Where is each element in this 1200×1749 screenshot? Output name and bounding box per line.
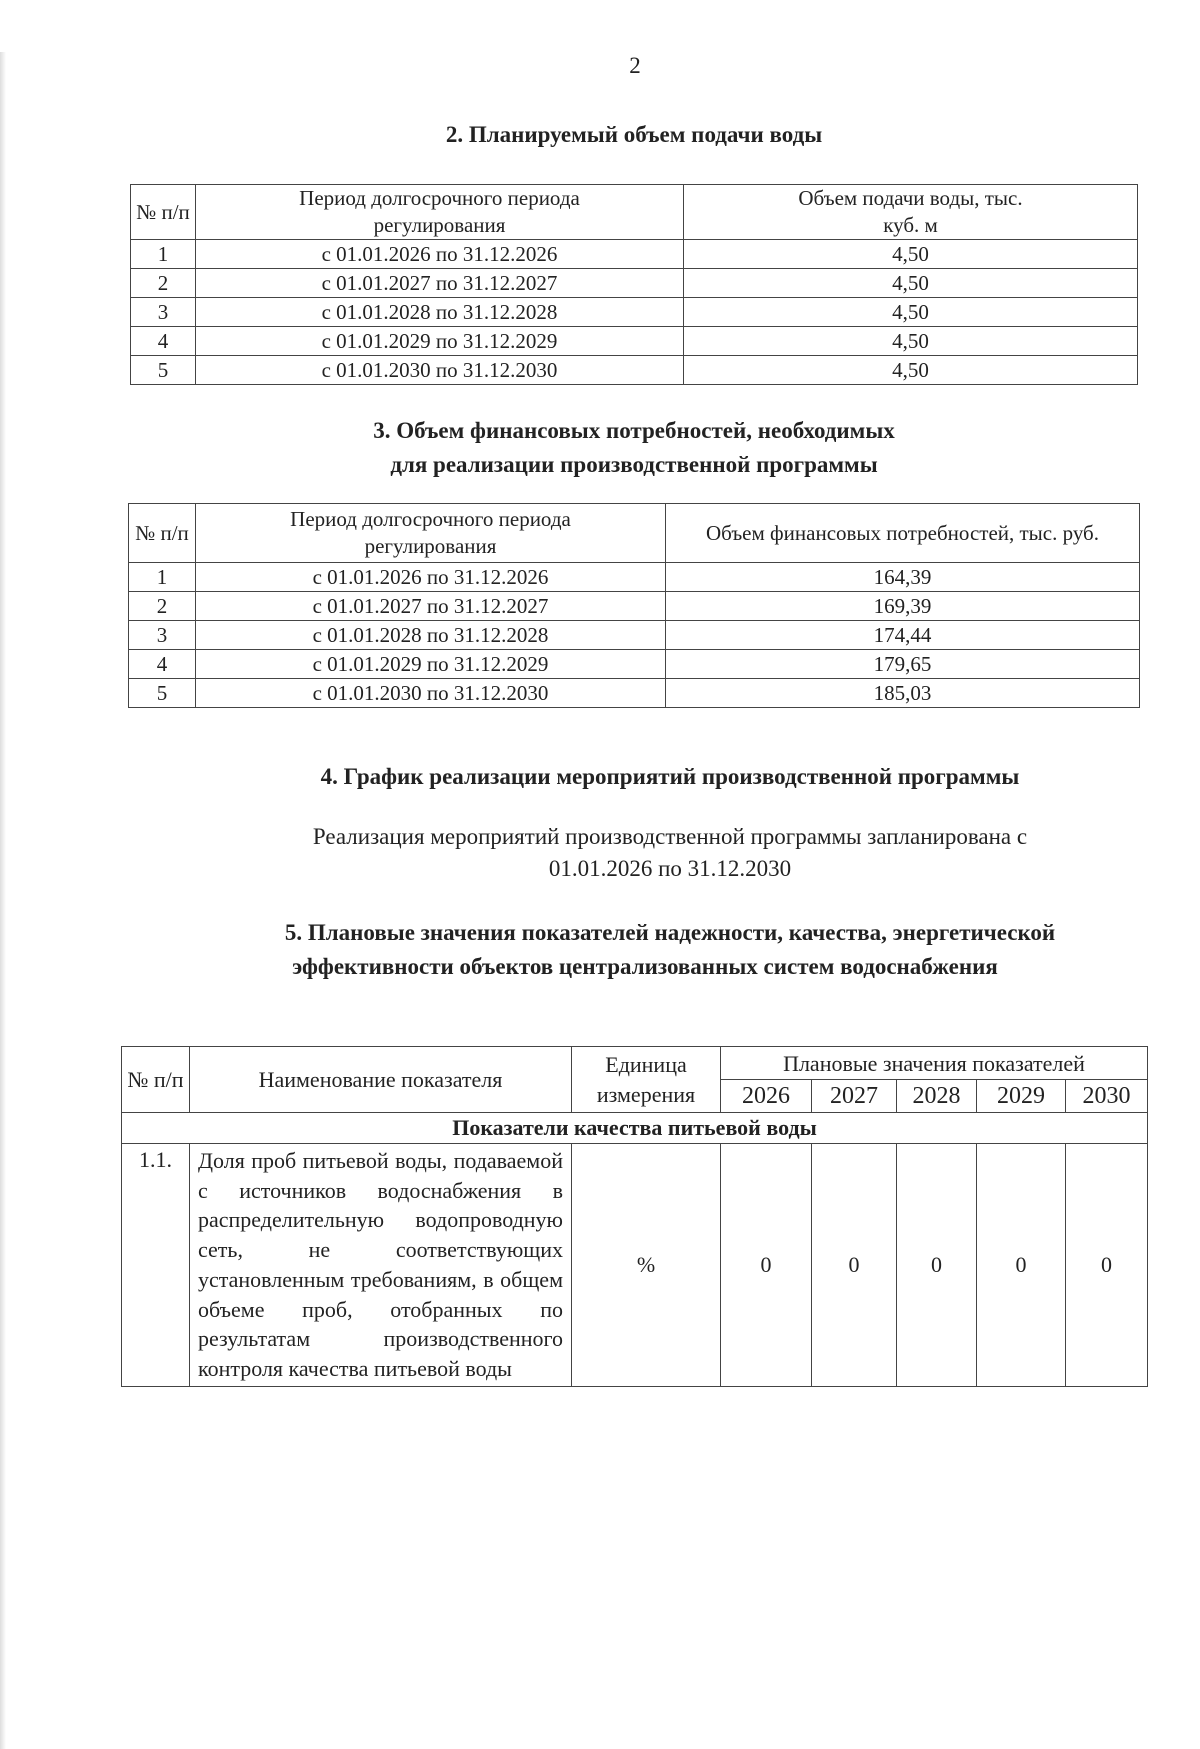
cell-period: с 01.01.2029 по 31.12.2029 (196, 650, 666, 679)
cell-period: с 01.01.2030 по 31.12.2030 (196, 356, 684, 385)
group-row (122, 1113, 1148, 1144)
table-row (131, 240, 1138, 269)
cell-num: 2 (131, 269, 196, 298)
cell-period: с 01.01.2028 по 31.12.2028 (196, 298, 684, 327)
section-3-title-line2: для реализации производственной программы (390, 452, 878, 477)
header-year: 2030 (1066, 1080, 1148, 1113)
section-5-title-line2: эффективности объектов централизованных систем водоснабжения (292, 954, 998, 979)
table-header-row (131, 185, 1138, 240)
section-4-text-line1: Реализация мероприятий производственной программы запланирована с (312, 824, 1028, 849)
cell-num: 3 (129, 621, 196, 650)
page-number: 2 (629, 53, 641, 78)
section-2-title: 2. Планируемый объем подачи воды (445, 122, 823, 147)
header-num: № п/п (129, 504, 196, 563)
header-planned: Плановые значения показателей (721, 1047, 1148, 1080)
header-finance: Объем финансовых потребностей, тыс. руб. (666, 504, 1140, 563)
cell-value: 0 (1066, 1144, 1148, 1387)
cell-amount: 164,39 (666, 563, 1140, 592)
cell-period: с 01.01.2027 по 31.12.2027 (196, 269, 684, 298)
cell-amount: 169,39 (666, 592, 1140, 621)
cell-volume: 4,50 (684, 269, 1138, 298)
header-name: Наименование показателя (190, 1047, 572, 1113)
table-header-row (122, 1047, 1148, 1080)
header-year: 2027 (812, 1080, 897, 1113)
table-row (131, 327, 1138, 356)
section-5-title (170, 916, 1170, 984)
section-3-title (130, 414, 1138, 482)
cell-num: 2 (129, 592, 196, 621)
cell-num: 4 (129, 650, 196, 679)
cell-num: 5 (131, 356, 196, 385)
section-4-title: 4. График реализации мероприятий производственной программы (320, 764, 1020, 789)
cell-num: 5 (129, 679, 196, 708)
scan-edge (0, 52, 6, 1749)
cell-period: с 01.01.2030 по 31.12.2030 (196, 679, 666, 708)
cell-num: 1.1. (122, 1144, 190, 1387)
cell-num: 4 (131, 327, 196, 356)
header-num: № п/п (122, 1047, 190, 1113)
cell-period: с 01.01.2027 по 31.12.2027 (196, 592, 666, 621)
header-year: 2028 (897, 1080, 977, 1113)
indicators-table (121, 1046, 1148, 1387)
table-row (131, 356, 1138, 385)
cell-volume: 4,50 (684, 240, 1138, 269)
header-num: № п/п (131, 185, 196, 240)
header-period: Период долгосрочного периода регулирования (196, 504, 666, 563)
cell-value: 0 (721, 1144, 812, 1387)
table-header-row (129, 504, 1140, 563)
table-row (131, 298, 1138, 327)
cell-amount: 174,44 (666, 621, 1140, 650)
header-unit: Единица измерения (572, 1047, 721, 1113)
table-row (129, 563, 1140, 592)
financial-needs-table (128, 503, 1140, 708)
header-period: Период долгосрочного периода регулирования (196, 185, 684, 240)
group-title: Показатели качества питьевой воды (122, 1113, 1148, 1144)
cell-volume: 4,50 (684, 298, 1138, 327)
table-row (129, 650, 1140, 679)
cell-amount: 185,03 (666, 679, 1140, 708)
cell-volume: 4,50 (684, 356, 1138, 385)
cell-num: 1 (131, 240, 196, 269)
cell-volume: 4,50 (684, 327, 1138, 356)
cell-period: с 01.01.2029 по 31.12.2029 (196, 327, 684, 356)
header-year: 2029 (977, 1080, 1066, 1113)
table-row (131, 269, 1138, 298)
cell-value: 0 (897, 1144, 977, 1387)
table-row (129, 621, 1140, 650)
table-row (129, 679, 1140, 708)
cell-unit: % (572, 1144, 721, 1387)
cell-name: Доля проб питьевой воды, подаваемой с источников водоснабжения в распределительную водопроводную сеть, не соответствующих установленным требованиям, в общем объеме проб, отобранных по результатам производственного контроля качества питьевой воды (190, 1144, 572, 1387)
cell-period: с 01.01.2026 по 31.12.2026 (196, 240, 684, 269)
cell-num: 1 (129, 563, 196, 592)
cell-value: 0 (812, 1144, 897, 1387)
water-supply-table (130, 184, 1138, 385)
cell-period: с 01.01.2026 по 31.12.2026 (196, 563, 666, 592)
section-4-text-line2: 01.01.2026 по 31.12.2030 (548, 856, 792, 881)
header-volume: Объем подачи воды, тыс. куб. м (684, 185, 1138, 240)
cell-num: 3 (131, 298, 196, 327)
cell-value: 0 (977, 1144, 1066, 1387)
header-year: 2026 (721, 1080, 812, 1113)
cell-period: с 01.01.2028 по 31.12.2028 (196, 621, 666, 650)
cell-amount: 179,65 (666, 650, 1140, 679)
section-5-title-line1: 5. Плановые значения показателей надежности, качества, энергетической (284, 920, 1056, 945)
section-3-title-line1: 3. Объем финансовых потребностей, необходимых (373, 418, 895, 443)
section-4-text (130, 821, 1200, 885)
table-row (129, 592, 1140, 621)
table-row (122, 1144, 1148, 1387)
